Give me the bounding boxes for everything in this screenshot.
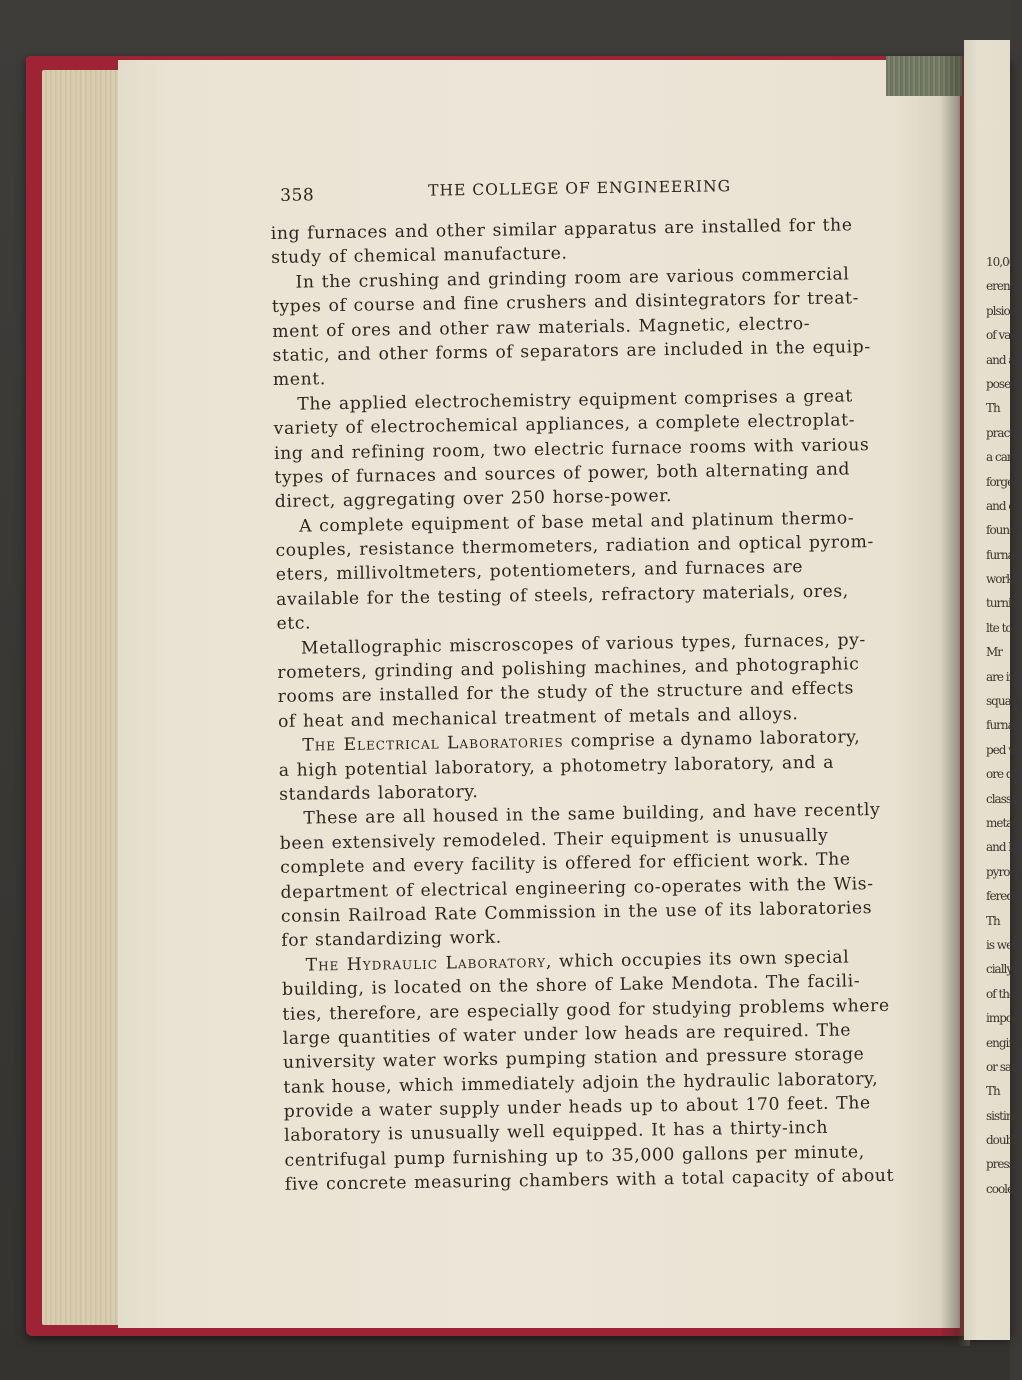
facing-page-fragment: pyrom <box>986 864 1020 879</box>
facing-page-fragment: classi <box>986 791 1014 806</box>
section-heading: The Hydraulic Laboratory <box>305 951 547 976</box>
line-text: centrifugal pump furnishing up to 35,000 gallons per minute, <box>284 1142 865 1171</box>
facing-page-fragment: metall <box>986 815 1019 830</box>
facing-page-fragment: and a <box>986 352 1015 367</box>
facing-page-fragment: fered <box>986 889 1014 904</box>
facing-page-fragment: square <box>986 694 1022 709</box>
running-head-title: THE COLLEGE OF ENGINEERING <box>428 177 732 200</box>
line-text: eters, millivoltmeters, potentiometers, and furnaces are <box>275 557 804 586</box>
facing-page-fragment: Mr <box>986 645 1003 660</box>
line-text: provide a water supply under heads up to about 170 feet. The <box>283 1093 871 1122</box>
line-text: A complete equipment of base metal and platinum thermo- <box>298 508 855 537</box>
facing-page-fragment: of the <box>986 986 1016 1001</box>
facing-page-fragment: are in <box>986 669 1016 684</box>
facing-page-fragment: and e <box>986 498 1015 513</box>
facing-page-fragment: of var <box>986 328 1016 343</box>
facing-page-fragment: and li <box>986 840 1015 855</box>
facing-page-fragment: ped w <box>986 742 1018 757</box>
facing-page-fragment: engine <box>986 1035 1022 1050</box>
line-text: types of course and fine crushers and disintegrators for treat- <box>271 288 860 318</box>
facing-page-fragment: impor <box>986 1011 1017 1026</box>
facing-page-fragment: foundr <box>986 523 1021 538</box>
line-text: static, and other forms of separators are included in the equip- <box>272 337 871 366</box>
facing-page-fragments <box>986 250 1022 1201</box>
page-text-block <box>270 170 935 1197</box>
facing-page-fragment: cially <box>986 962 1013 977</box>
line-text: laboratory is unusually well equipped. It has a thirty-inch <box>284 1118 829 1147</box>
line-text: rometers, grinding and polishing machines, and photographic <box>277 654 860 683</box>
facing-page-fragment: lte to <box>986 620 1012 635</box>
facing-page-fragment: practi <box>986 425 1016 440</box>
facing-page-fragment: is wel <box>986 937 1016 952</box>
line-text: building, is located on the shore of Lake Mendota. The facili- <box>281 971 861 1001</box>
facing-page-fragment: sisting <box>986 1108 1020 1123</box>
line-text: available for the testing of steels, refractory materials, ores, <box>276 581 849 610</box>
line-text: standards laboratory. <box>278 781 479 805</box>
line-text: ing and refining room, two electric furnace rooms with various <box>273 434 870 464</box>
line-text: The applied electrochemistry equipment comprises a great <box>297 386 853 415</box>
line-text: comprise a dynamo laboratory, <box>563 727 861 752</box>
line-text: Metallographic miscroscopes of various types, furnaces, py- <box>300 629 867 659</box>
line-text: study of chemical manufacture. <box>271 243 568 269</box>
facing-page-fragment: furna <box>986 718 1014 733</box>
facing-page-fragment: press <box>986 1157 1014 1172</box>
facing-page-fragment: Th <box>986 913 1000 928</box>
facing-page <box>964 40 1022 1340</box>
line-text: large quantities of water under low heads are required. The <box>282 1020 852 1049</box>
line-text: In the crushing and grinding room are various commercial <box>295 264 850 293</box>
facing-page-fragment: plsion <box>986 303 1017 318</box>
line-text: for standardizing work. <box>281 927 502 952</box>
line-text: types of furnaces and sources of power, both alternating and <box>274 459 851 488</box>
body-text <box>271 212 935 1197</box>
facing-page-fragment: cooler <box>986 1181 1018 1196</box>
line-text: ment. <box>272 369 327 391</box>
page-number: 358 <box>280 185 315 206</box>
facing-page-fragment: work <box>986 572 1013 587</box>
line-text: a high potential laboratory, a photometry laboratory, and a <box>278 752 835 781</box>
facing-page-fragment: erent <box>986 279 1014 294</box>
facing-page-fragment: Th <box>986 401 1000 416</box>
facing-page-fragment: doubl <box>986 1133 1016 1148</box>
facing-page-fragment: a carp <box>986 450 1019 465</box>
line-text: These are all housed in the same building, and have recently <box>303 800 881 829</box>
line-text: ing furnaces and other similar apparatus are installed for the <box>270 215 853 244</box>
line-text: complete and every facility is offered for efficient work. The <box>280 849 851 879</box>
facing-page-fragment: turnin <box>986 596 1018 611</box>
line-text: ties, therefore, are especially good for studying problems where <box>282 995 890 1025</box>
facing-page-fragment: ore di <box>986 767 1016 782</box>
facing-page-fragment: Th <box>986 1084 1000 1099</box>
facing-page-fragment: furna <box>986 547 1014 562</box>
line-text: university water works pumping station and pressure storage <box>282 1044 865 1074</box>
line-text: , which occupies its own special <box>545 947 850 972</box>
section-heading: The Electrical Laboratories <box>302 731 564 756</box>
line-text: tank house, which immediately adjoin the hydraulic laboratory, <box>283 1068 879 1098</box>
line-text: couples, resistance thermometers, radiation and optical pyrom- <box>275 532 875 562</box>
line-text: rooms are installed for the study of the structure and effects <box>277 678 855 708</box>
facing-page-fragment: or sat <box>986 1059 1015 1074</box>
line-text: five concrete measuring chambers with a total capacity of about <box>284 1166 895 1196</box>
line-text: consin Railroad Rate Commission in the use of its laboratories <box>280 898 873 927</box>
line-text: etc. <box>276 613 312 635</box>
line-text: direct, aggregating over 250 horse-power. <box>274 486 673 513</box>
facing-page-fragment: 10,00 <box>986 255 1016 269</box>
line-text: ment of ores and other raw materials. Magnetic, electro- <box>272 313 811 342</box>
line-text: variety of electrochemical appliances, a complete electroplat- <box>273 410 856 440</box>
facing-page-fragment: poses. <box>986 376 1019 391</box>
line-text: been extensively remodeled. Their equipment is unusually <box>279 825 829 854</box>
facing-page-fragment: forge <box>986 474 1014 489</box>
line-text: of heat and mechanical treatment of metals and alloys. <box>277 704 799 732</box>
line-text: department of electrical engineering co-operates with the Wis- <box>280 873 874 903</box>
